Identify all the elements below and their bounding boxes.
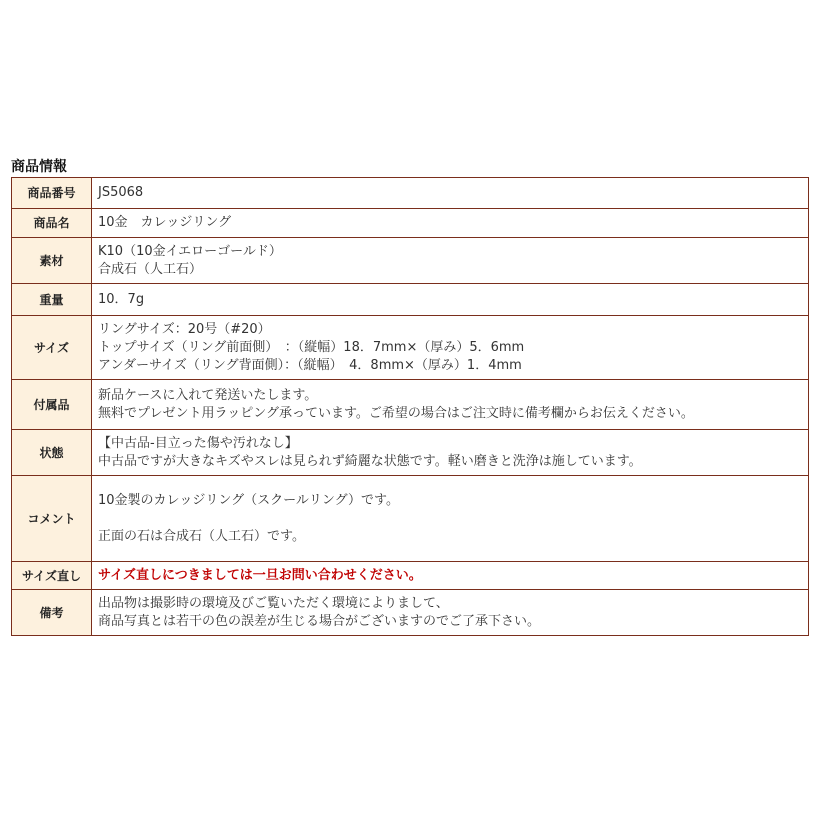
label-material: 素材 — [12, 238, 92, 284]
value-line: トップサイズ（リング前面側） ：（縦幅）18．7mm×（厚み）5．6mm — [98, 339, 525, 355]
value-line: リングサイズ：20号（#20） — [98, 321, 271, 337]
label-notes: 備考 — [12, 590, 92, 636]
value-line: 合成石（人工石） — [98, 261, 203, 277]
table-row — [12, 380, 809, 430]
section-title: 商品情報 — [11, 159, 67, 175]
table-row — [12, 209, 809, 238]
value-comment — [92, 476, 809, 562]
resizing-notice: サイズ直しにつきましては一旦お問い合わせください。 — [98, 567, 422, 583]
label-comment: コメント — [12, 476, 92, 562]
label-condition: 状態 — [12, 430, 92, 476]
label-weight: 重量 — [12, 284, 92, 316]
table-row — [12, 316, 809, 380]
value-resizing — [92, 562, 809, 590]
value-line: 新品ケースに入れて発送いたします。 — [98, 387, 318, 403]
value-size — [92, 316, 809, 380]
value-weight — [92, 284, 809, 316]
table-row — [12, 430, 809, 476]
value-condition — [92, 430, 809, 476]
value-line: 商品写真とは若干の色の誤差が生じる場合がございますのでご了承下さい。 — [98, 613, 541, 629]
table-row — [12, 238, 809, 284]
value-line: 10．7g — [98, 291, 145, 307]
label-product-number: 商品番号 — [12, 178, 92, 209]
value-product-name — [92, 209, 809, 238]
value-line: 無料でプレゼント用ラッピング承っています。ご希望の場合はご注文時に備考欄からお伝えください。 — [98, 405, 694, 421]
value-line: 【中古品-目立った傷や汚れなし】 — [98, 435, 298, 451]
value-line: 10金 カレッジリング — [98, 215, 232, 230]
value-line: 10金製のカレッジリング（スクールリング）です。 — [98, 492, 399, 508]
value-line: K10（10金イエローゴールド） — [98, 243, 282, 259]
blank-line — [98, 510, 802, 528]
value-notes — [92, 590, 809, 636]
table-row — [12, 476, 809, 562]
table-row — [12, 178, 809, 209]
table-row — [12, 284, 809, 316]
label-resizing: サイズ直し — [12, 562, 92, 590]
value-line: 出品物は撮影時の環境及びご覧いただく環境によりまして、 — [98, 595, 449, 611]
value-accessories — [92, 380, 809, 430]
value-line: アンダーサイズ（リング背面側）：（縦幅） 4．8mm×（厚み）1．4mm — [98, 357, 522, 373]
product-info-table — [11, 177, 809, 636]
value-product-number — [92, 178, 809, 209]
value-line: 正面の石は合成石（人工石）です。 — [98, 528, 305, 544]
value-line: 中古品ですが大きなキズやスレは見られず綺麗な状態です。軽い磨きと洗浄は施しています。 — [98, 453, 642, 469]
value-line: JS5068 — [98, 185, 144, 200]
label-accessories: 付属品 — [12, 380, 92, 430]
table-row — [12, 562, 809, 590]
label-product-name: 商品名 — [12, 209, 92, 238]
table-row — [12, 590, 809, 636]
label-size: サイズ — [12, 316, 92, 380]
value-material — [92, 238, 809, 284]
